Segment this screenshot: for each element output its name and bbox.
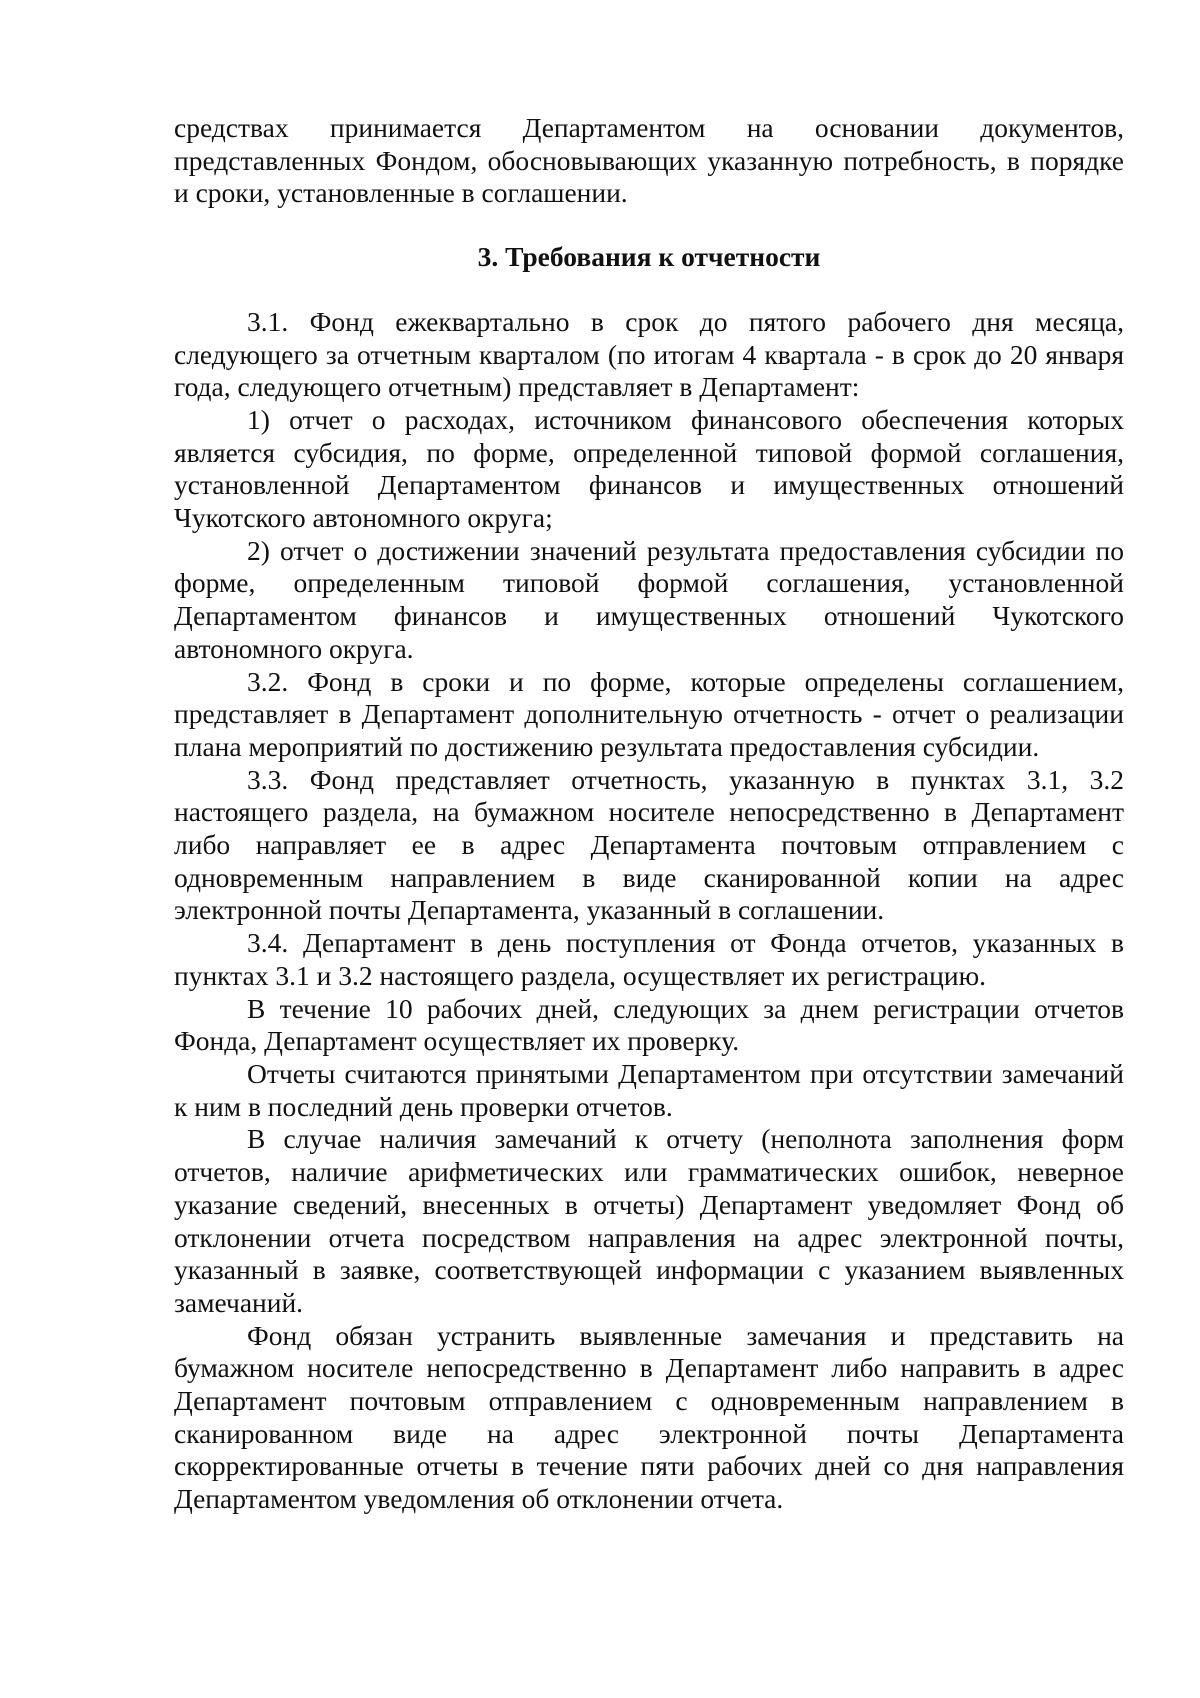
- paragraph-3-2: 3.2. Фонд в сроки и по форме, которые определены соглашением, представляет в Департамент дополнительную отчетность - отчет о реализации плана мероприятий по достижению результата предоставления субсидии.: [174, 665, 1124, 762]
- paragraph-3-3: 3.3. Фонд представляет отчетность, указанную в пунктах 3.1, 3.2 настоящего раздела, на бумажном носителе непосредственно в Департамент либо направляет ее в адрес Департамента почтовым отправлением с одновременным направлением в виде сканированной копии на адрес электронной почты Департамента, указанный в соглашении.: [174, 763, 1124, 926]
- paragraph-3-1-item-2: 2) отчет о достижении значений результата предоставления субсидии по форме, определенным типовой формой соглашения, установленной Департаментом финансов и имущественных отношений Чукотского автономного округа.: [174, 534, 1124, 664]
- paragraph-correction: Фонд обязан устранить выявленные замечания и представить на бумажном носителе непосредственно в Департамент либо направить в адрес Департамент почтовым отправлением с одновременным направлением в сканированном виде на адрес электронной почты Департамента скорректированные отчеты в течение пяти рабочих дней со дня направления Департаментом уведомления об отклонении отчета.: [174, 1319, 1124, 1515]
- paragraph-remarks: В случае наличия замечаний к отчету (неполнота заполнения форм отчетов, наличие арифметических или грамматических ошибок, неверное указание сведений, внесенных в отчеты) Департамент уведомляет Фонд об отклонении отчета посредством направления на адрес электронной почты, указанный в заявке, соответствующей информации с указанием выявленных замечаний.: [174, 1123, 1124, 1318]
- paragraph-acceptance: Отчеты считаются принятыми Департаментом при отсутствии замечаний к ним в последний день проверки отчетов.: [174, 1057, 1124, 1122]
- paragraph-3-1-item-1: 1) отчет о расходах, источником финансового обеспечения которых является субсидия, по форме, определенной типовой формой соглашения, установленной Департаментом финансов и имущественных отношений Чукотского автономного округа;: [174, 403, 1124, 534]
- paragraph-3-4: 3.4. Департамент в день поступления от Фонда отчетов, указанных в пунктах 3.1 и 3.2 настоящего раздела, осуществляет их регистрацию.: [174, 927, 1124, 991]
- intro-paragraph: средствах принимается Департаментом на основании документов, представленных Фондом, обосновывающих указанную потребность, в порядке и сроки, установленные в соглашении.: [174, 112, 1124, 209]
- document-page: [174, 112, 1124, 1516]
- paragraph-review-period: В течение 10 рабочих дней, следующих за днем регистрации отчетов Фонда, Департамент осуществляет их проверку.: [174, 992, 1124, 1057]
- paragraph-3-1: 3.1. Фонд ежеквартально в срок до пятого рабочего дня месяца, следующего за отчетным кварталом (по итогам 4 квартала - в срок до 20 января года, следующего отчетным) представляет в Департамент:: [174, 305, 1124, 403]
- section-heading: 3. Требования к отчетности: [477, 241, 821, 273]
